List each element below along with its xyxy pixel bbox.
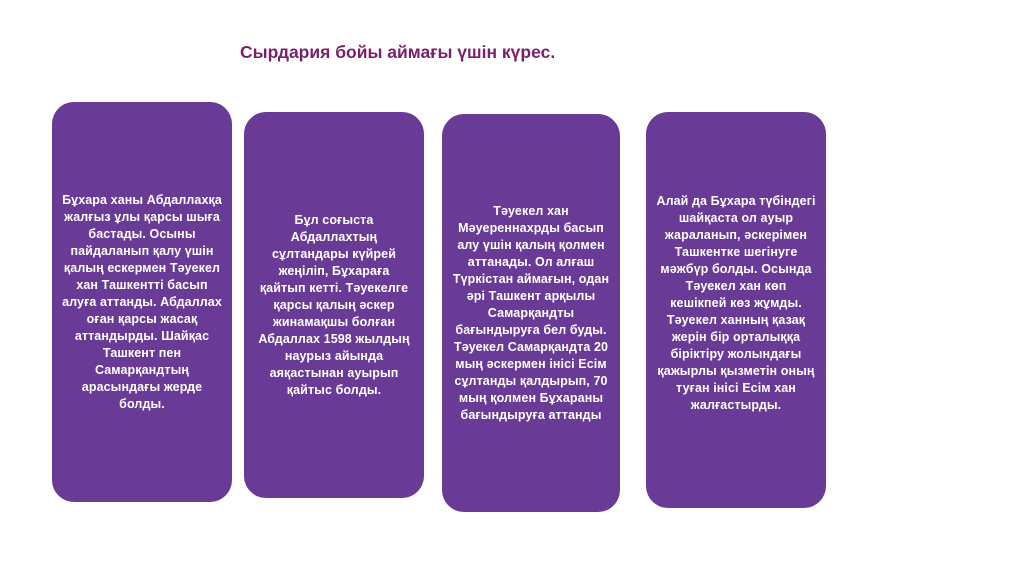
slide-title: Сырдария бойы аймағы үшін күрес. — [240, 42, 556, 62]
text-card-2 — [244, 112, 424, 498]
text-card-1 — [52, 102, 232, 502]
text-card-4-content: Алай да Бұхара түбіндегі шайқаста ол ауыр жараланып, әскерімен Ташкентке шегінуге мәжбүр болды. Осында Тәуекел хан көп кешікпей көз жұмды. Тәуекел ханның қазақ жерін бір орталыққа біріктіру жолындағы қажырлы қызметін оның туған інісі Есім хан жалғастырды. — [656, 193, 816, 412]
text-card-2-content: Бұл соғыста Абдаллахтың сұлтандары күйрей жеңіліп, Бұхараға қайтып кетті. Тәуекелге қарсы қалың әскер жинамақшы болған Абдаллах 1598 жылдың наурыз айында аяқастынан ауырып қайтыс болды. — [258, 212, 410, 397]
text-card-3-content: Тәуекел хан Мәуереннахрды басып алу үшін қалың қолмен аттанады. Ол алғаш Түркістан аймағын, одан әрі Ташкент арқылы Самарқандты бағындыруға бел буды. Тәуекел Самарқандта 20 мың әскермен інісі Есім сұлтанды қалдырып, 70 мың қолмен Бұхараны бағындыруға аттанды — [452, 203, 610, 422]
text-card-3 — [442, 114, 620, 512]
text-card-1-content: Бұхара ханы Абдаллахқа жалғыз ұлы қарсы шыға бастады. Осыны пайдаланып қалу үшін қалың ескермен Тәуекел хан Ташкентті басып алуға аттанды. Абдаллах оған қарсы жасақ аттандырды. Шайқас Ташкент пен Самарқандтың арасындағы жерде болды. — [62, 192, 222, 411]
text-card-4 — [646, 112, 826, 508]
